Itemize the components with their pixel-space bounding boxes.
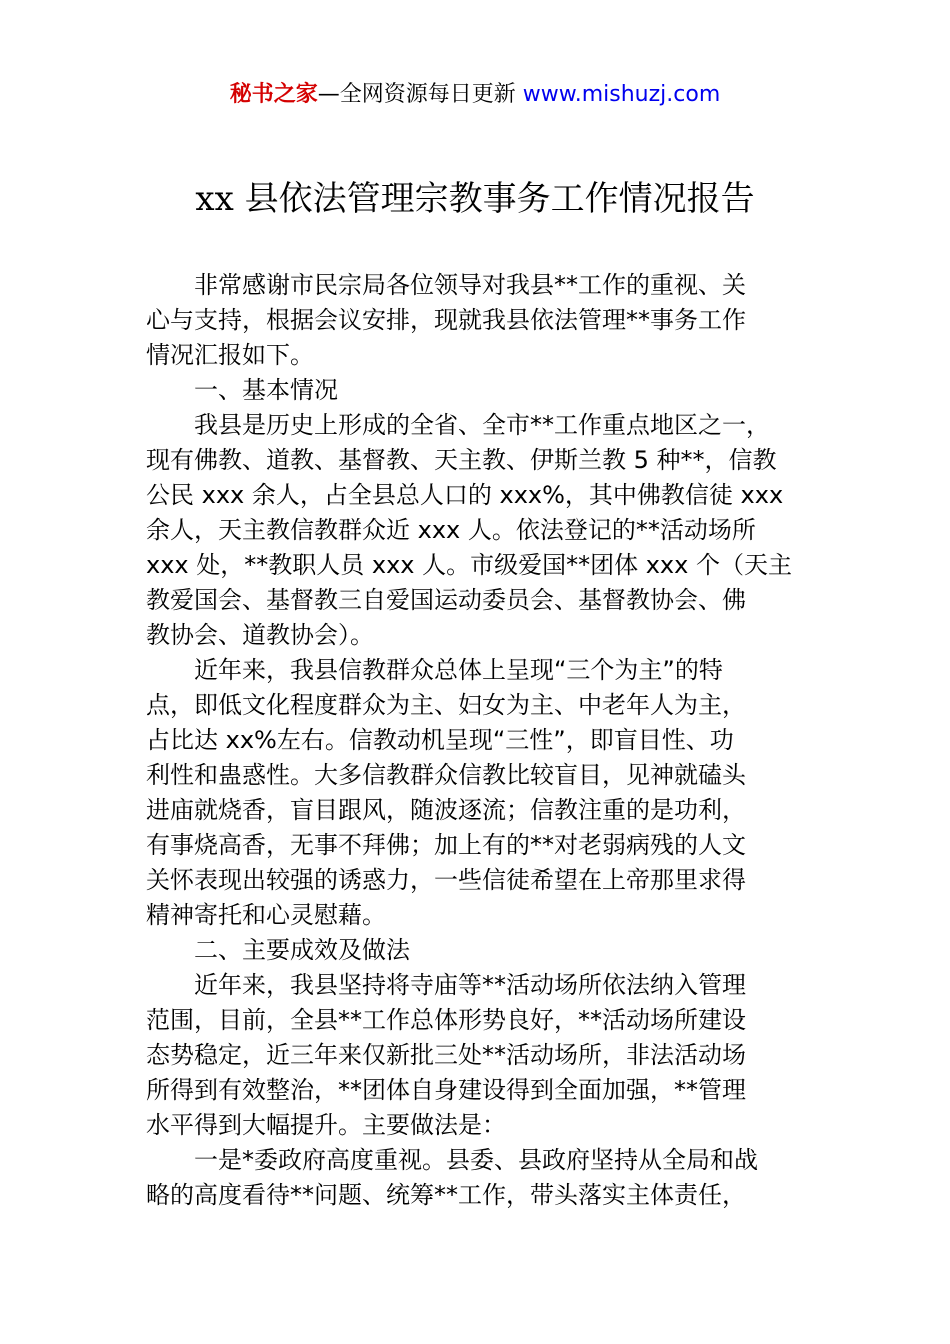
text-line: 进庙就烧香，盲目跟风，随波逐流；信教注重的是功利， bbox=[146, 796, 746, 824]
text-line: 精神寄托和心灵慰藉。 bbox=[146, 901, 386, 929]
site-tagline: —全网资源每日更新 bbox=[317, 82, 523, 107]
text-line: 情况汇报如下。 bbox=[146, 341, 314, 369]
document-title: xx 县依法管理宗教事务工作情况报告 bbox=[195, 179, 755, 219]
text-line: 我县是历史上形成的全省、全市**工作重点地区之一， bbox=[194, 411, 770, 439]
text-line: 二、主要成效及做法 bbox=[194, 936, 410, 964]
text-line: 现有佛教、道教、基督教、天主教、伊斯兰教 5 种**，信教 bbox=[146, 446, 777, 474]
text-line: 近年来，我县坚持将寺庙等**活动场所依法纳入管理 bbox=[194, 971, 746, 999]
text-line: 近年来，我县信教群众总体上呈现“三个为主”的特 bbox=[194, 656, 723, 684]
text-line: 教协会、道教协会）。 bbox=[146, 621, 374, 649]
text-line: 心与支持，根据会议安排，现就我县依法管理**事务工作 bbox=[146, 306, 746, 334]
text-line: 一是*委政府高度重视。县委、县政府坚持从全局和战 bbox=[194, 1146, 758, 1174]
site-url-link[interactable]: www.mishuzj.com bbox=[522, 82, 721, 107]
document-body bbox=[146, 268, 816, 1213]
text-line: 利性和蛊惑性。大多信教群众信教比较盲目，见神就磕头 bbox=[146, 761, 746, 789]
text-line: 非常感谢市民宗局各位领导对我县**工作的重视、关 bbox=[194, 271, 746, 299]
text-line: 教爱国会、基督教三自爱国运动委员会、基督教协会、佛 bbox=[146, 586, 746, 614]
text-line: 占比达 xx%左右。信教动机呈现“三性”，即盲目性、功 bbox=[146, 726, 734, 754]
text-line: 范围，目前，全县**工作总体形势良好，**活动场所建设 bbox=[146, 1006, 746, 1034]
text-line: 关怀表现出较强的诱惑力，一些信徒希望在上帝那里求得 bbox=[146, 866, 746, 894]
text-line: xxx 处，**教职人员 xxx 人。市级爱国**团体 xxx 个（天主 bbox=[146, 551, 792, 579]
text-line: 点，即低文化程度群众为主、妇女为主、中老年人为主， bbox=[146, 691, 746, 719]
text-line: 有事烧高香，无事不拜佛；加上有的**对老弱病残的人文 bbox=[146, 831, 746, 859]
text-line: 所得到有效整治，**团体自身建设得到全面加强，**管理 bbox=[146, 1076, 746, 1104]
text-line: 态势稳定，近三年来仅新批三处**活动场所，非法活动场 bbox=[146, 1041, 746, 1069]
text-line: 一、基本情况 bbox=[194, 376, 338, 404]
site-header bbox=[0, 80, 950, 110]
text-line: 余人，天主教信教群众近 xxx 人。依法登记的**活动场所 bbox=[146, 516, 756, 544]
text-line: 水平得到大幅提升。主要做法是： bbox=[146, 1111, 506, 1139]
text-line: 略的高度看待**问题、统筹**工作，带头落实主体责任， bbox=[146, 1181, 746, 1209]
site-brand: 秘书之家 bbox=[229, 82, 318, 107]
text-line: 公民 xxx 余人，占全县总人口的 xxx%，其中佛教信徒 xxx bbox=[146, 481, 784, 509]
